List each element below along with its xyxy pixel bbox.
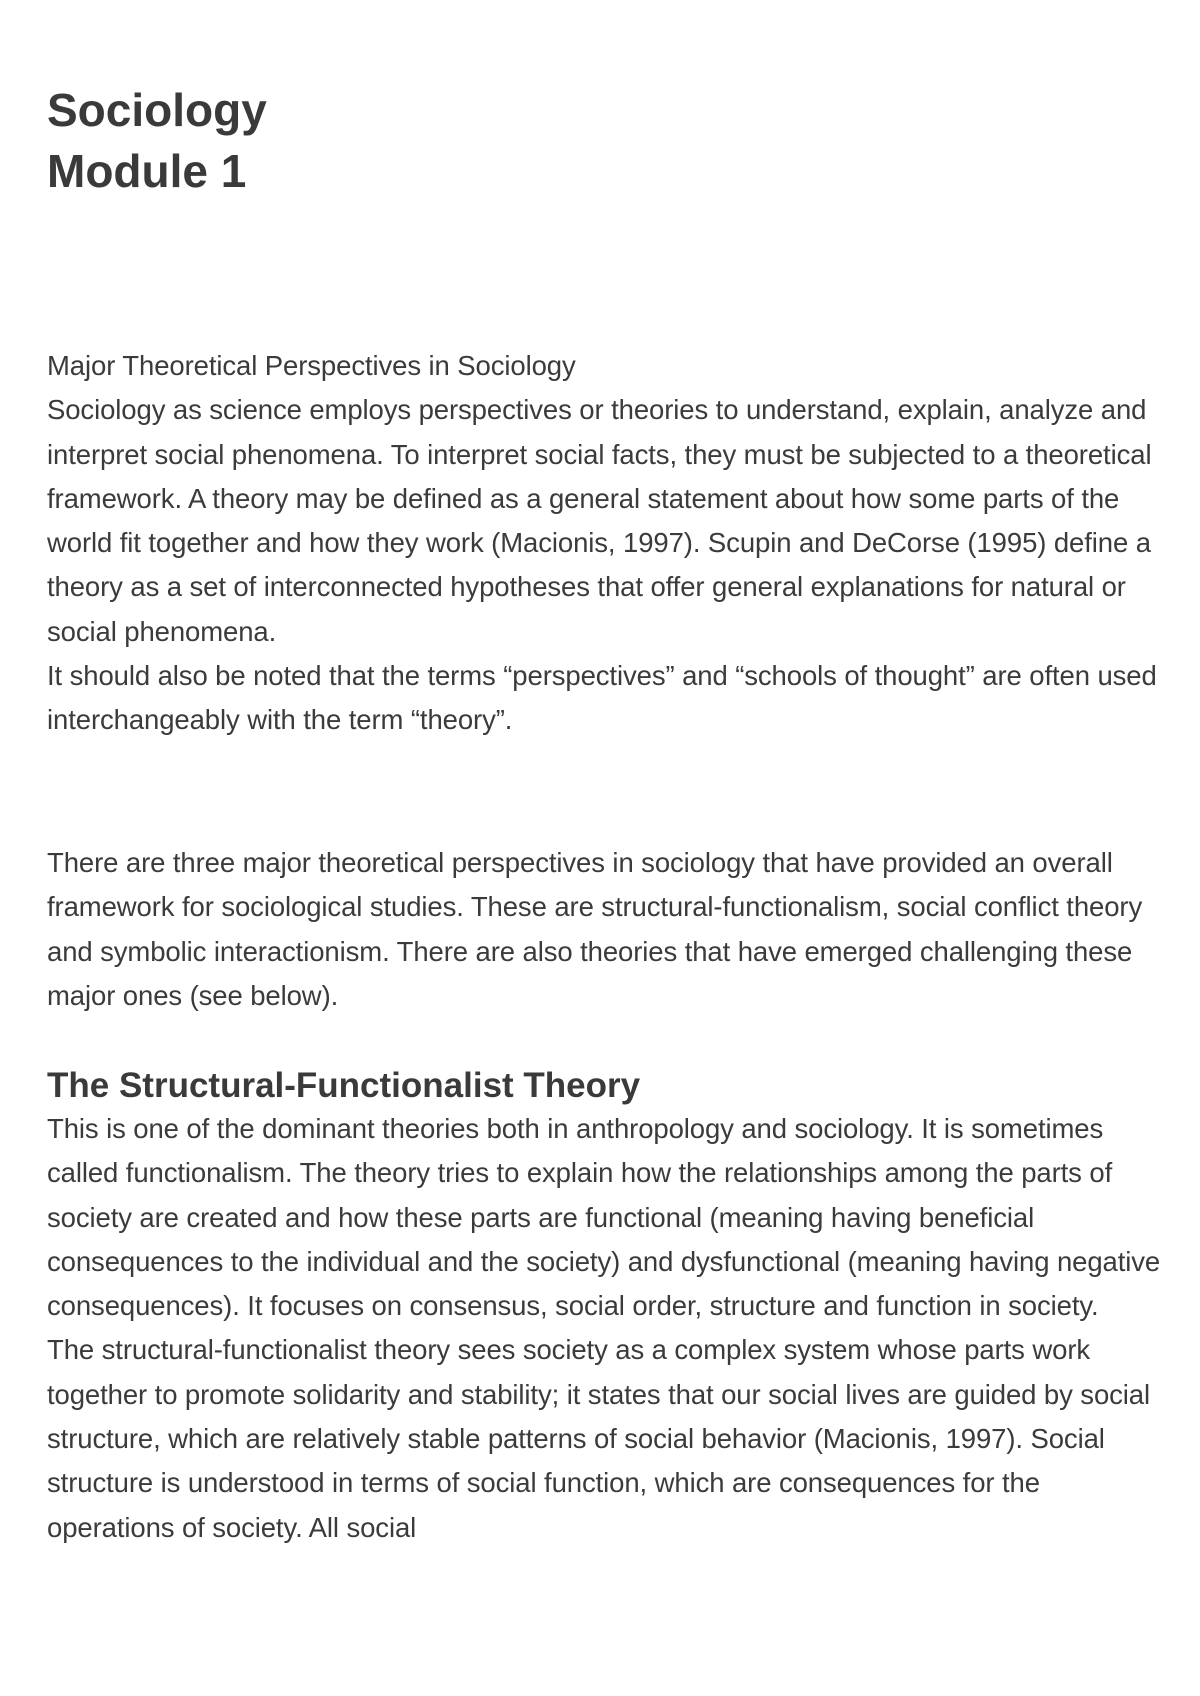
intro-block (47, 344, 1162, 743)
section-paragraph-2: The structural-functionalist theory sees society as a complex system whose parts work together to promote solidarity and stability; it states that our social lives are guided by social structure, which are relatively stable patterns of social behavior (Macionis, 1997). Social structure is understood in terms of social function, which are consequences for the operations of society. All social (47, 1334, 1150, 1543)
title-line-2: Module 1 (47, 145, 247, 197)
title-line-1: Sociology (47, 84, 267, 136)
intro-paragraph-1: Sociology as science employs perspectives or theories to understand, explain, analyze and interpret social phenomena. To interpret social facts, they must be subjected to a theoretical framework. A theory may be defined as a general statement about how some parts of the world fit together and how they work (Macionis, 1997). Scupin and DeCorse (1995) define a theory as a set of interconnected hypotheses that offer general explanations for natural or social phenomena. (47, 394, 1152, 647)
intro-heading: Major Theoretical Perspectives in Sociology (47, 350, 576, 381)
section-heading: The Structural-Functionalist Theory (47, 1066, 641, 1105)
intro-paragraph-2: It should also be noted that the terms “perspectives” and “schools of thought” are often used interchangeably with the term “theory”. (47, 660, 1157, 736)
intro-paragraph-3: There are three major theoretical perspectives in sociology that have provided an overall framework for sociological studies. These are structural-functionalism, social conflict theory and symbolic interactionism. There are also theories that have emerged challenging these major ones (see below). (47, 847, 1143, 1011)
perspectives-block (47, 841, 1162, 1018)
document-title (47, 80, 1162, 202)
section-paragraph-1: This is one of the dominant theories both in anthropology and sociology. It is sometimes called functionalism. The theory tries to explain how the relationships among the parts of society are created and how these parts are functional (meaning having beneficial consequences to the individual and the society) and dysfunctional (meaning having negative consequences). It focuses on consensus, social order, structure and function in society. (47, 1113, 1161, 1322)
document-page (47, 80, 1162, 1543)
section-body (47, 1107, 1162, 1550)
